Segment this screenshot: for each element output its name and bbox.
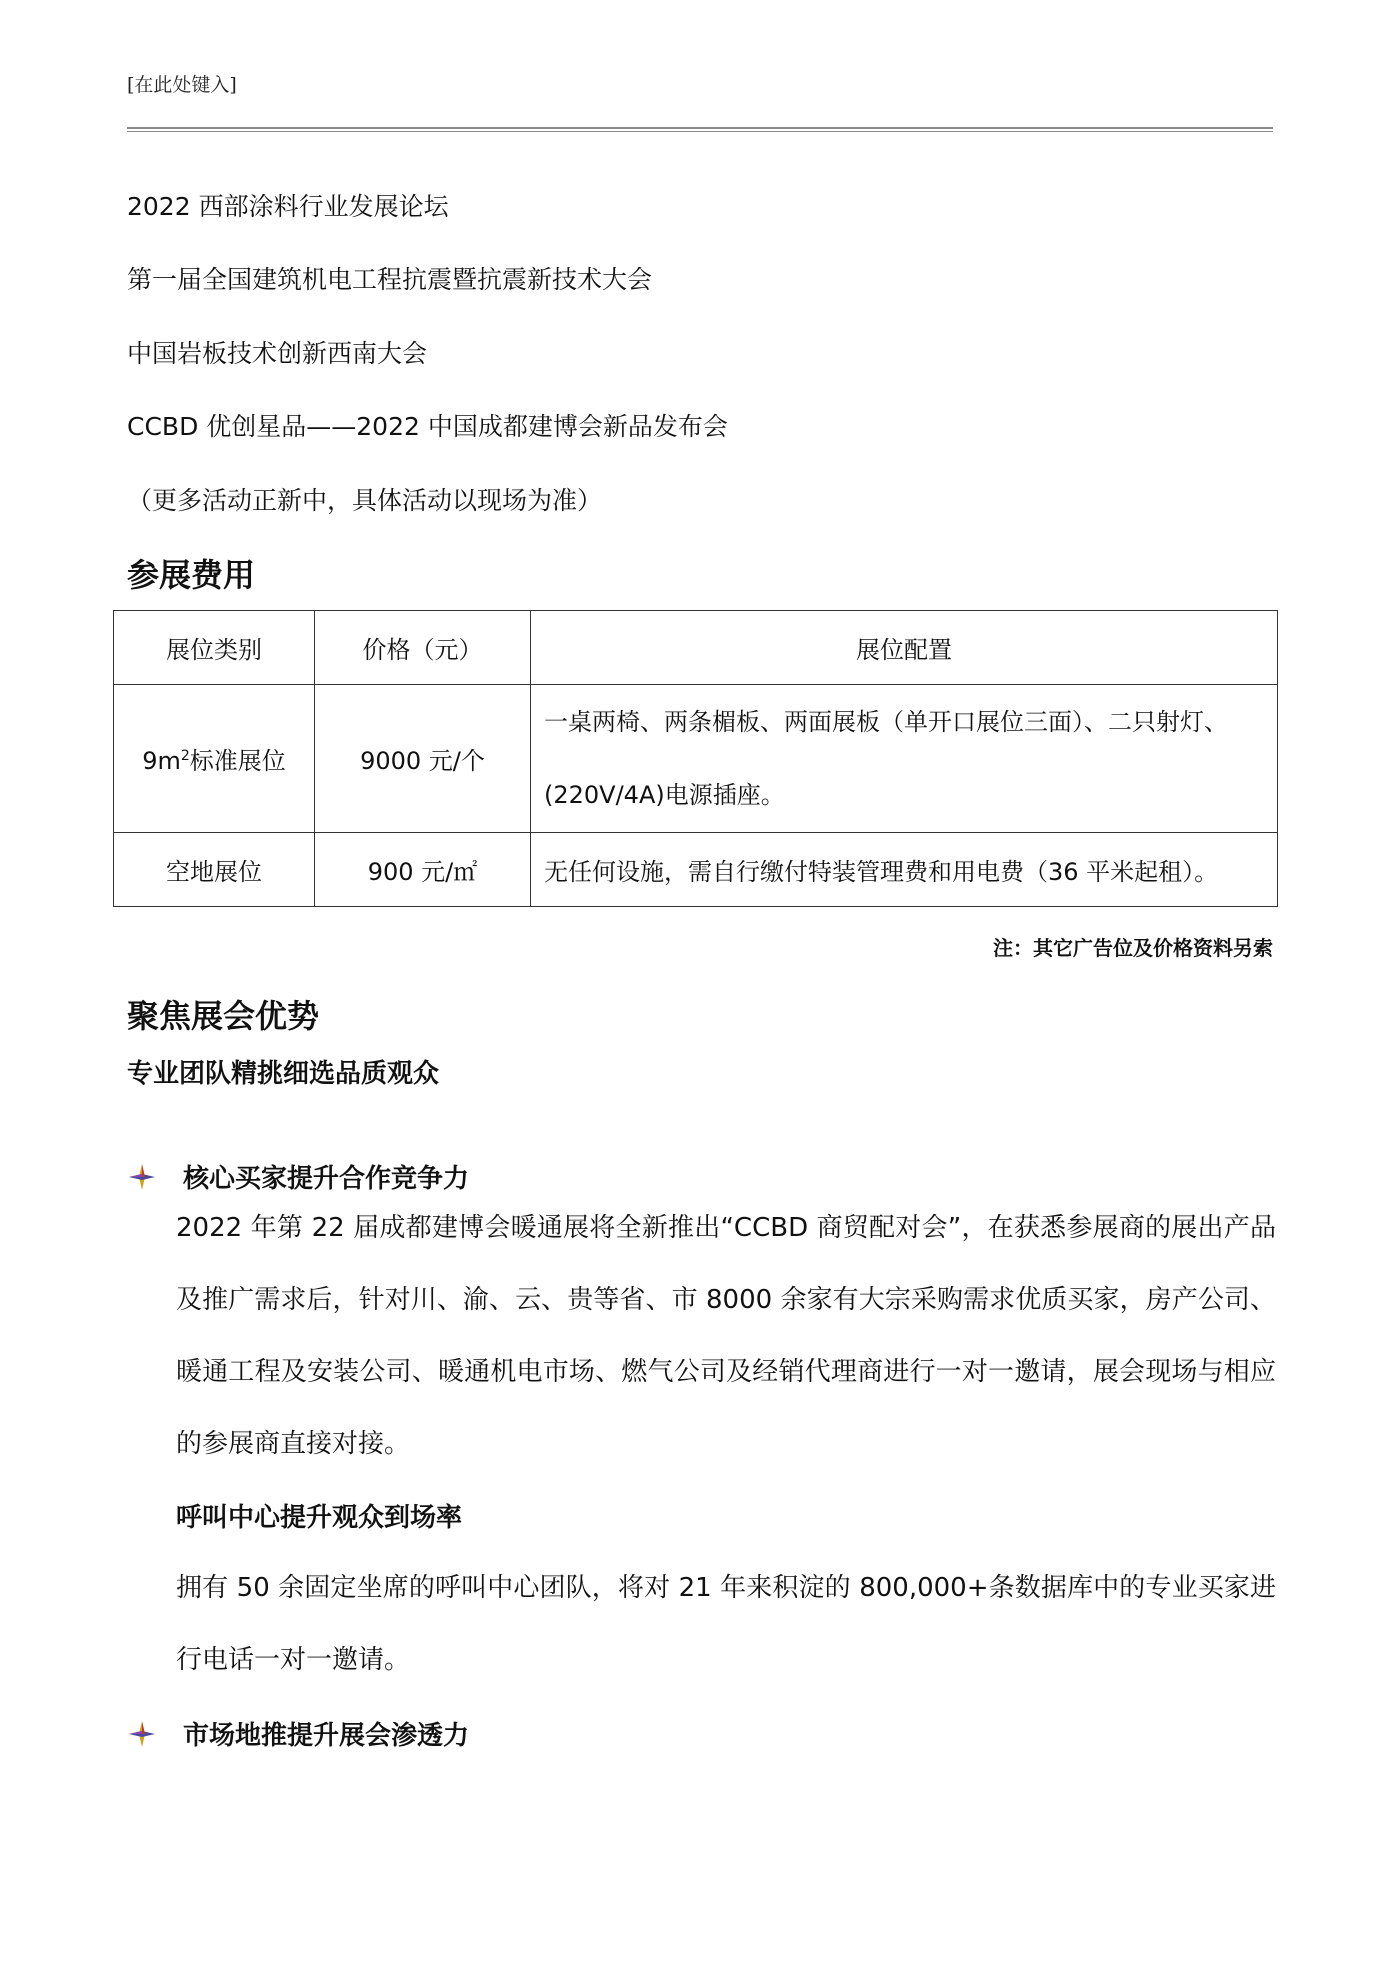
advantages-heading: 聚焦展会优势 [127, 997, 320, 1035]
header-rule [127, 127, 1273, 129]
event-item: CCBD 优创星品——2022 中国成都建博会新品发布会 [127, 412, 728, 441]
cell-category-standard: $9m^2$标准展位 [114, 685, 315, 833]
header-price: 价格（元） [315, 611, 531, 685]
fees-heading: 参展费用 [127, 556, 256, 594]
config-line: (220V/4A)电源插座。 [544, 780, 785, 809]
header-config: 展位配置 [531, 611, 1278, 685]
cell-price-space: 900 元/㎡ [315, 833, 531, 907]
page-header: [在此处键入] [127, 74, 237, 96]
cell-config-space: 无任何设施，需自行缴付特装管理费和用电费（36 平米起租）。 [531, 833, 1278, 907]
header-rule-thin [127, 131, 1273, 132]
table-note: 注：其它广告位及价格资料另索 [993, 936, 1273, 960]
item-core-buyers-title: 核心买家提升合作竞争力 [183, 1164, 470, 1194]
event-item: 第一届全国建筑机电工程抗震暨抗震新技术大会 [127, 265, 653, 294]
table-header-row [114, 611, 1278, 685]
diamond-bullet-icon [127, 1162, 157, 1192]
diamond-bullet-icon [127, 1719, 157, 1749]
cell-category-space: 空地展位 [114, 833, 315, 907]
event-note: （更多活动正新中，具体活动以现场为准） [127, 486, 603, 515]
table-row [114, 833, 1278, 907]
event-item: 中国岩板技术创新西南大会 [127, 339, 428, 368]
event-item: 2022 西部涂料行业发展论坛 [127, 192, 449, 221]
item-market-title: 市场地推提升展会渗透力 [183, 1721, 470, 1751]
table-row [114, 685, 1278, 833]
item-core-buyers-body: 2022 年第 22 届成都建博会暖通展将全新推出“CCBD 商贸配对会”，在获悉参展商的展出产品及推广需求后，针对川、渝、云、贵等省、市 8000 余家有大宗采购需求优质买家，房产公司、暖通工程及安装公司、暖通机电市场、燃气公司及经销代理商进行一对一邀请，展会现场与相应的参展商直接对接。 [176, 1213, 1276, 1459]
header-category: 展位类别 [114, 611, 315, 685]
cell-price-standard: 9000 元/个 [315, 685, 531, 833]
cell-config-standard [531, 685, 1278, 833]
call-center-title: 呼叫中心提升观众到场率 [176, 1503, 463, 1533]
call-center-body: 拥有 50 余固定坐席的呼叫中心团队，将对 21 年来积淀的 800,000+条数据库中的专业买家进行电话一对一邀请。 [176, 1573, 1276, 1675]
advantages-subtitle: 专业团队精挑细选品质观众 [127, 1059, 440, 1089]
config-line: 一桌两椅、两条楣板、两面展板（单开口展位三面）、二只射灯、 [544, 707, 1228, 736]
fees-table [113, 610, 1278, 907]
